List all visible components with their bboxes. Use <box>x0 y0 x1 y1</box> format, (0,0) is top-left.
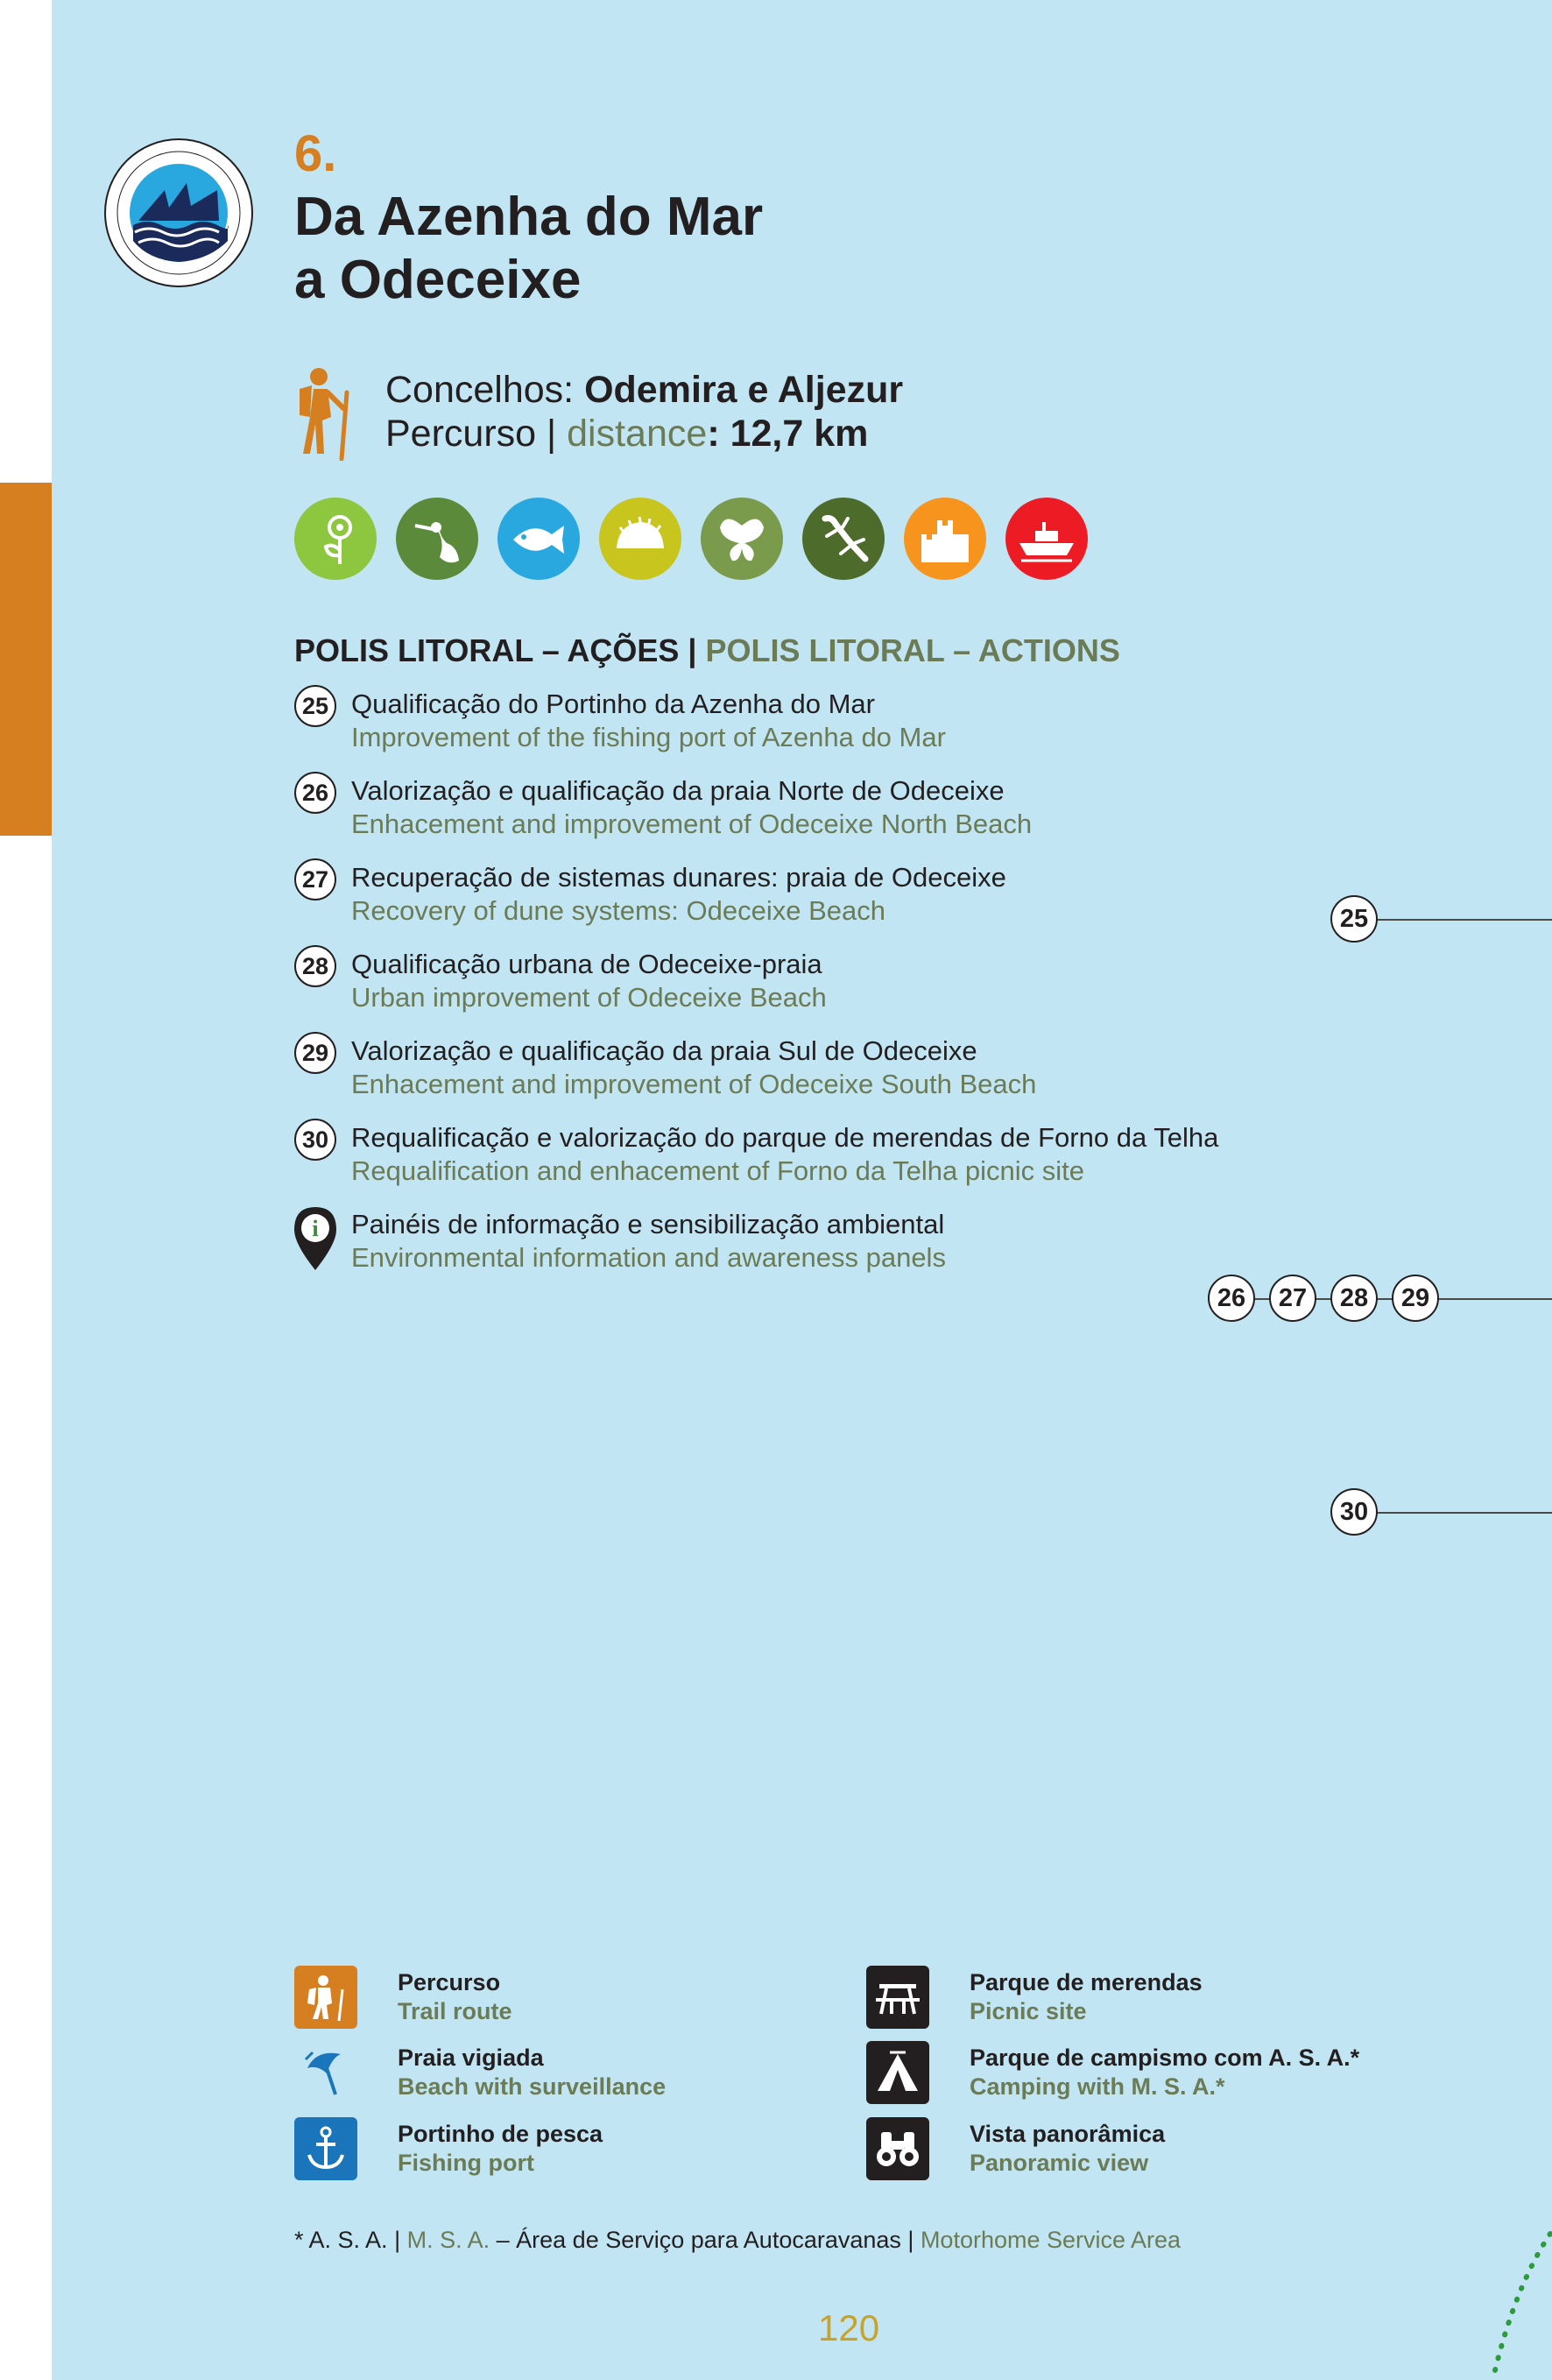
section-tab <box>0 483 52 836</box>
list-item <box>294 772 1170 858</box>
route-meta <box>385 368 903 456</box>
tent-icon <box>866 2041 929 2104</box>
action-number-badge: 26 <box>294 772 336 814</box>
info-pin-icon <box>293 1205 338 1272</box>
anchor-icon <box>294 2117 357 2180</box>
svg-text:i: i <box>312 1216 319 1241</box>
action-label-pt: Recuperação de sistemas dunares: praia de Odeceixe <box>351 862 1006 893</box>
action-label-pt: Qualificação urbana de Odeceixe-praia <box>351 949 822 979</box>
list-item <box>294 685 1170 772</box>
legend-label-en: Fishing port <box>398 2150 534 2176</box>
action-label-pt: Requalificação e valorização do parque de merendas de Forno da Telha <box>351 1122 1219 1153</box>
action-label-en: Recovery of dune systems: Odeceixe Beach <box>351 895 885 926</box>
fish-icon <box>497 498 580 580</box>
action-label-en: Requalification and enhacement of Forno da Telha picnic site <box>351 1155 1084 1186</box>
concelhos-line <box>385 368 903 412</box>
action-number-badge: 27 <box>294 858 336 900</box>
legend-label-en: Picnic site <box>970 1998 1087 2024</box>
action-label-en: Improvement of the fishing port of Azenha do Mar <box>351 722 946 752</box>
legend-label-en: Trail route <box>398 1998 512 2024</box>
info-label-pt: Painéis de informação e sensibilização ambiental <box>351 1209 945 1239</box>
footnote-pt-desc: – Área de Serviço para Autocaravanas | <box>490 2227 921 2253</box>
polis-heading-en: POLIS LITORAL – ACTIONS <box>705 632 1120 668</box>
action-label-pt: Valorização e qualificação da praia Norte de Odeceixe <box>351 775 1005 806</box>
boat-icon <box>1005 498 1088 580</box>
legend-label-en: Panoramic view <box>970 2150 1149 2176</box>
action-label-en: Enhacement and improvement of Odeceixe South Beach <box>351 1069 1037 1099</box>
list-item <box>294 1119 1219 1205</box>
butterfly-icon <box>701 498 783 580</box>
page-number: 120 <box>818 2307 880 2348</box>
route-title <box>294 186 763 312</box>
concelhos-label: Concelhos: <box>385 369 585 411</box>
footnote <box>294 2227 1181 2254</box>
map-leader-line <box>1377 919 1552 921</box>
polis-heading-pt: POLIS LITORAL – AÇÕES | <box>294 632 706 668</box>
flora-icon <box>294 498 377 580</box>
legend-label-pt: Parque de merendas <box>970 1969 1203 1995</box>
stork-icon <box>396 498 478 580</box>
action-number-badge: 28 <box>294 945 336 987</box>
action-number-badge: 25 <box>294 685 336 727</box>
percurso-label: Percurso | <box>385 413 568 455</box>
footnote-asa: * A. S. A. | <box>294 2227 407 2253</box>
binoculars-icon <box>866 2117 929 2180</box>
list-item <box>294 858 1170 945</box>
polis-heading <box>294 632 1120 669</box>
route-title-line1: Da Azenha do Mar <box>294 187 764 247</box>
map-badge: 26 <box>1208 1275 1255 1322</box>
map-badge: 27 <box>1269 1275 1316 1322</box>
distance-line <box>385 412 903 456</box>
legend-label-pt: Percurso <box>398 1969 501 1995</box>
hiker-icon <box>293 366 356 461</box>
legend-label-pt: Vista panorâmica <box>970 2121 1166 2147</box>
map-badge: 25 <box>1330 895 1378 943</box>
action-number-badge: 29 <box>294 1032 336 1074</box>
legend-label-en: Beach with surveillance <box>398 2073 667 2100</box>
route-title-line2: a Odeceixe <box>294 250 582 310</box>
action-label-pt: Qualificação do Portinho da Azenha do Mar <box>351 689 875 719</box>
theme-icons <box>294 498 1088 580</box>
list-item <box>294 1205 1170 1292</box>
map-badge: 29 <box>1392 1275 1439 1322</box>
dotted-trail-line <box>1480 2225 1552 2380</box>
action-label-en: Urban improvement of Odeceixe Beach <box>351 982 827 1013</box>
list-item <box>294 1032 1170 1119</box>
footnote-msa: M. S. A. <box>406 2227 490 2253</box>
list-item <box>294 945 1170 1032</box>
picnic-table-icon <box>866 1966 929 2029</box>
map-leader-line <box>1377 1512 1552 1514</box>
action-number-badge: 30 <box>294 1119 336 1161</box>
park-logo <box>103 138 254 288</box>
castle-icon <box>904 498 986 580</box>
action-label-en: Enhacement and improvement of Odeceixe North Beach <box>351 809 1033 839</box>
distance-value: : 12,7 km <box>707 413 869 455</box>
actions-list <box>294 685 1219 1292</box>
umbrella-icon <box>294 2041 357 2104</box>
concelhos-value: Odemira e Aljezur <box>584 369 904 411</box>
legend-label-pt: Parque de campismo com A. S. A.* <box>970 2045 1360 2071</box>
footnote-en-desc: Motorhome Service Area <box>920 2227 1182 2253</box>
action-label-pt: Valorização e qualificação da praia Sul de Odeceixe <box>351 1035 977 1066</box>
hedgehog-icon <box>599 498 681 580</box>
map-badge: 28 <box>1330 1275 1378 1322</box>
legend-label-en: Camping with M. S. A.* <box>970 2073 1225 2100</box>
legend-label-pt: Praia vigiada <box>398 2045 544 2071</box>
distance-label: distance <box>567 413 708 455</box>
map-badge: 30 <box>1330 1488 1378 1536</box>
route-number: 6. <box>294 125 337 182</box>
lizard-icon <box>802 498 885 580</box>
info-label-en: Environmental information and awareness panels <box>351 1242 946 1273</box>
legend-label-pt: Portinho de pesca <box>398 2121 603 2147</box>
hiker-icon <box>294 1966 357 2029</box>
